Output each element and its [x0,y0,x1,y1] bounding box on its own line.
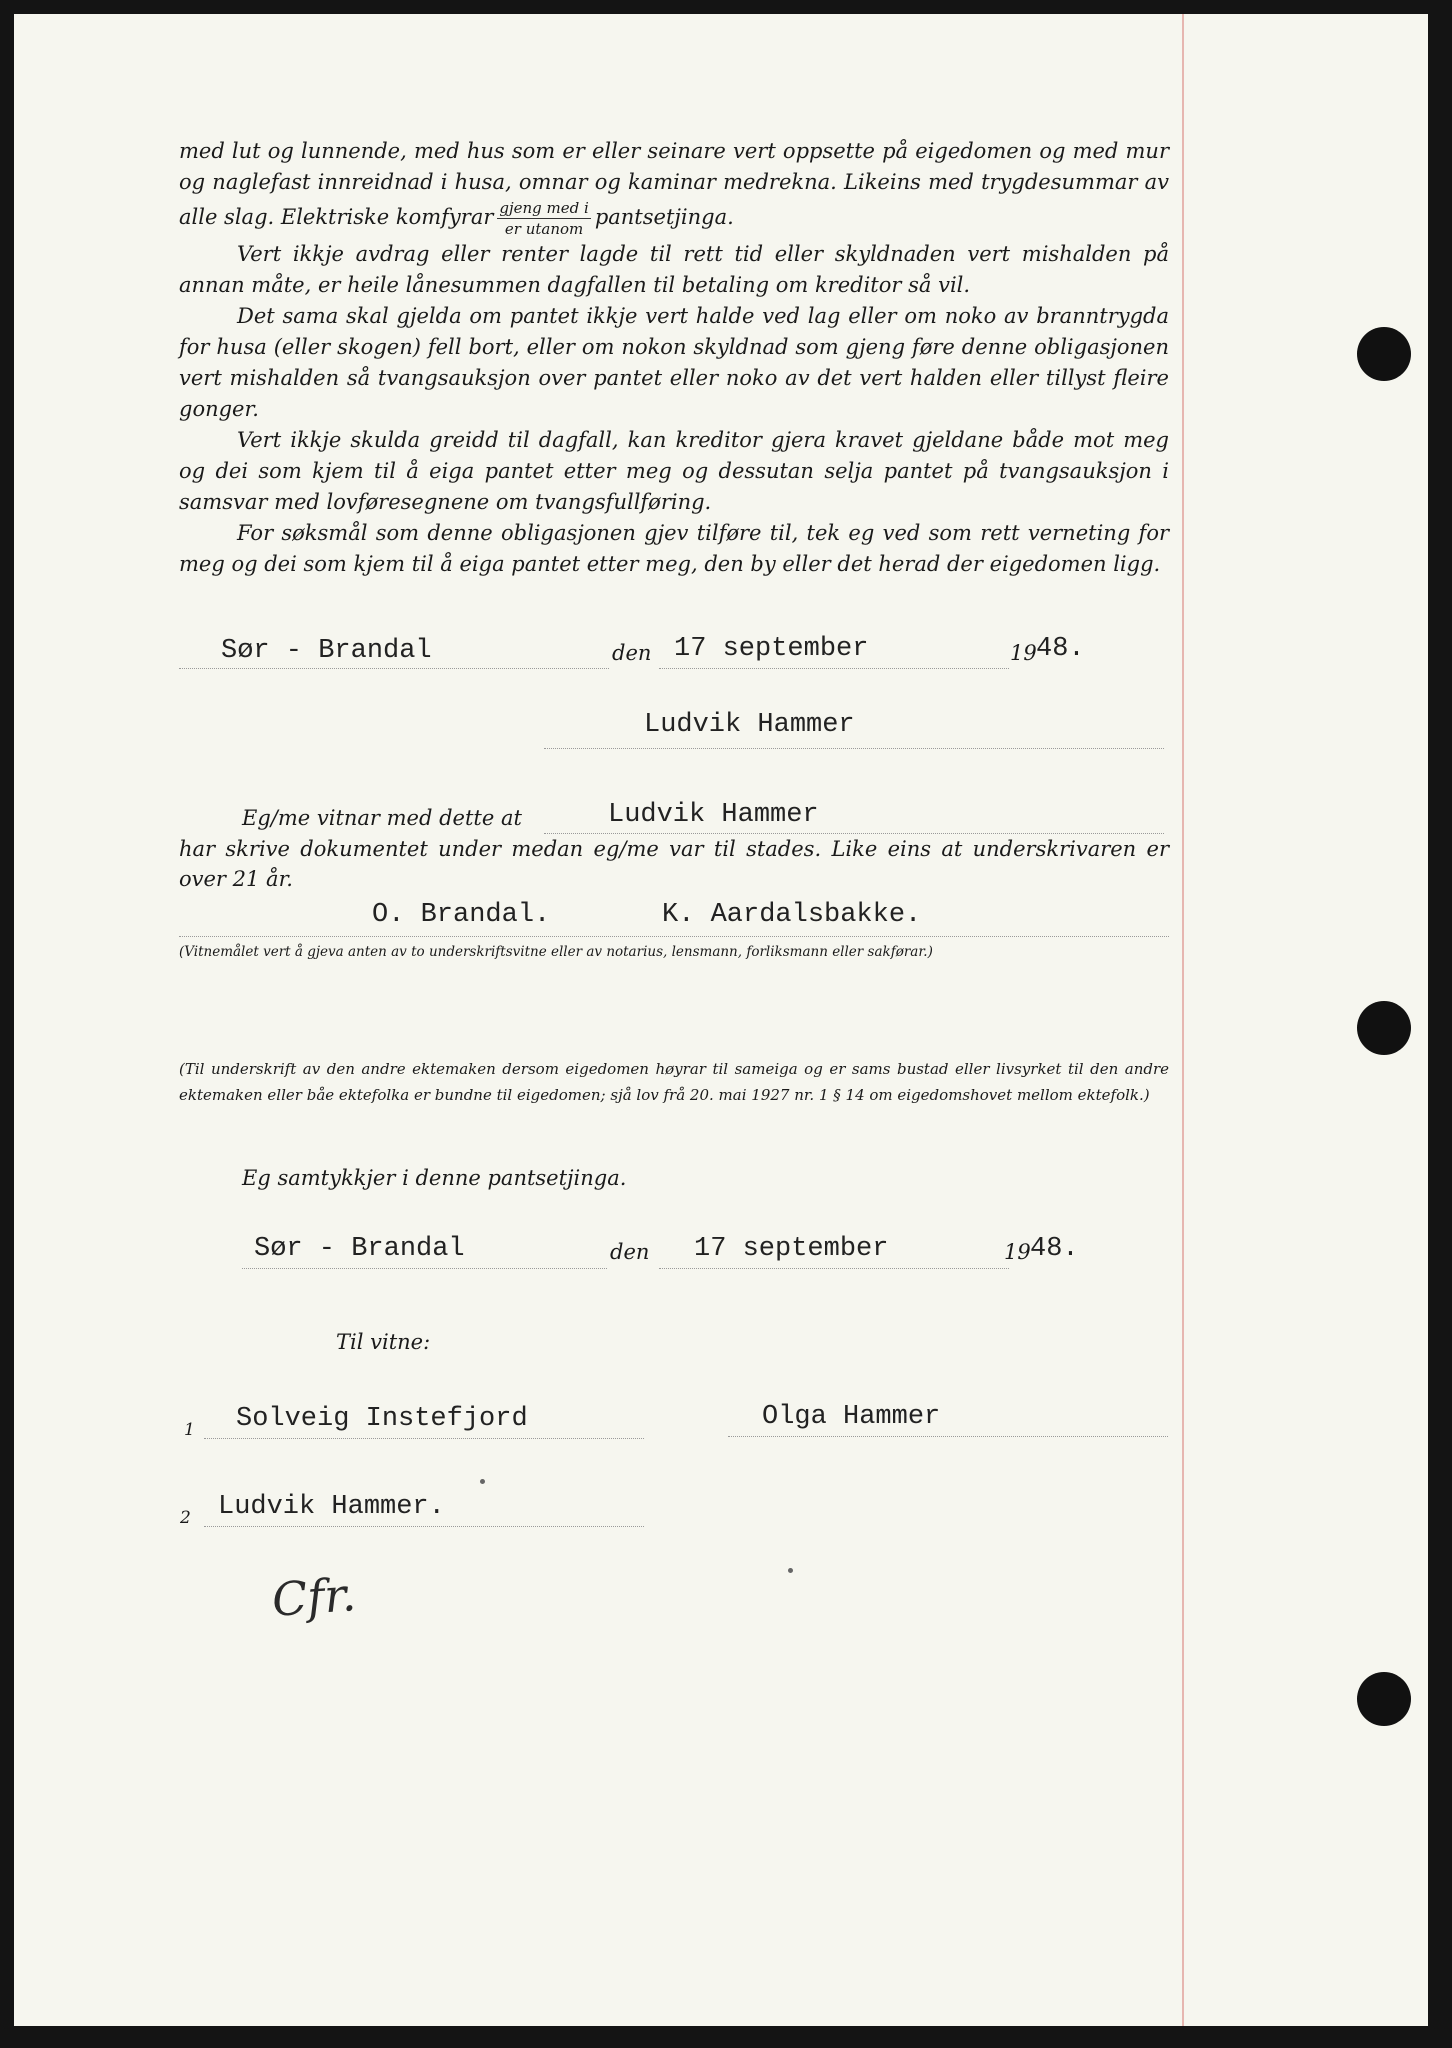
paragraph-1: med lut og lunnende, med hus som er eller seinare vert oppsette på eigedomen og med mur og naglefast innreidnad i husa, omnar og kaminar medrekna. Likeins med trygdesummar av alle slag. Elektriske komfyrar $\frac{\text{gjeng med i}}{\text{er utanom}}$ pantsetjinga. [179,139,1169,238]
paragraph-4: Vert ikkje skulda greidd til dagfall, kan kreditor gjera kravet gjeldane både mot meg og dei som kjem til å eiga pantet etter meg og dessutan selja pantet på tvangsauksjon i samsvar med lovføresegnene om tvangsfullføring. [179,428,1169,514]
punch-hole [1357,327,1411,381]
witness-list-label: Til vitne: [336,1330,431,1354]
witness-name-1: Solveig Instefjord [236,1404,528,1434]
consenter-name: Olga Hammer [762,1402,941,1432]
date-2: 17 september [694,1234,889,1264]
year-prefix-2: 19 [1004,1240,1031,1264]
date-1: 17 september [674,634,869,664]
witness-2: K. Aardalsbakke. [662,900,922,930]
punch-hole [1357,1001,1411,1055]
consent-text: Eg samtykkjer i denne pantsetjinga. [242,1166,627,1190]
year-prefix-1: 19 [1010,641,1037,665]
witness-text: har skrive dokumentet under medan eg/me var til stades. Like eins at underskrivaren er over 21 år. [179,837,1169,891]
spouse-note: (Til underskrift av den andre ektemaken dersom eigedomen høyrar til sameiga og er sams bustad eller livsyrket til den andre ektemaken eller båe ektefolka er bundne til eigedomen; sjå lov frå 20. mai 1927 nr. 1 § 14 om eigedomshovet mellom ektefolk.) [179,1060,1169,1104]
signature-1: Ludvik Hammer [644,710,855,740]
place-1: Sør - Brandal [221,636,432,666]
paragraph-2: Vert ikkje avdrag eller renter lagde til rett tid eller skyldnaden vert mishalden på annan måte, er heile lånesummen dagfallen til betaling om kreditor så vil. [179,242,1169,297]
margin-line [1182,14,1184,2026]
fraction: $\frac{\text{gjeng med i}}{\text{er utanom}}$ [499,199,589,238]
consenter-line [728,1436,1168,1437]
signature-line-1 [544,748,1164,749]
place-line-1 [179,668,609,669]
witness-1: O. Brandal. [372,900,551,930]
witness-number-2: 2 [180,1508,191,1528]
witness-note: (Vitnemålet vert å gjeva anten av to underskriftsvitne eller av notarius, lensmann, forliksmann eller sakførar.) [179,944,933,960]
place-2: Sør - Brandal [254,1234,465,1264]
witness-line-2 [204,1526,644,1527]
ink-dot [788,1568,793,1573]
handwritten-initials: Cfr. [270,1567,358,1627]
body-text [179,136,1169,580]
punch-hole [1357,1672,1411,1726]
date-line-2 [659,1268,1009,1269]
witness-number-1: 1 [184,1420,195,1440]
witness-subject-name: Ludvik Hammer [608,800,819,830]
place-line-2 [242,1268,607,1269]
ink-dot [480,1479,485,1484]
witness-line-1 [204,1438,644,1439]
witness-signature-line [179,936,1169,937]
paragraph-3: Det sama skal gjelda om pantet ikkje vert halde ved lag eller om noko av branntrygda for husa (eller skogen) fell bort, eller om nokon skyldnad som gjeng føre denne obligasjonen vert mishalden så tvangsauksjon over pantet eller noko av det vert halden eller tillyst fleire gonger. [179,304,1169,421]
den-label-2: den [610,1240,650,1264]
document-page [14,14,1428,2026]
witness-name-2: Ludvik Hammer. [218,1492,445,1522]
date-line-1 [659,668,1009,669]
witness-label: Eg/me vitnar med dette at [242,806,522,830]
den-label-1: den [612,641,652,665]
paragraph-5: For søksmål som denne obligasjonen gjev tilføre til, tek eg ved som rett verneting for meg og dei som kjem til å eiga pantet etter meg, den by eller det herad der eigedomen ligg. [179,521,1169,576]
year-suffix-2: 48. [1030,1234,1079,1264]
year-suffix-1: 48. [1036,634,1085,664]
bleed-through [184,694,190,716]
